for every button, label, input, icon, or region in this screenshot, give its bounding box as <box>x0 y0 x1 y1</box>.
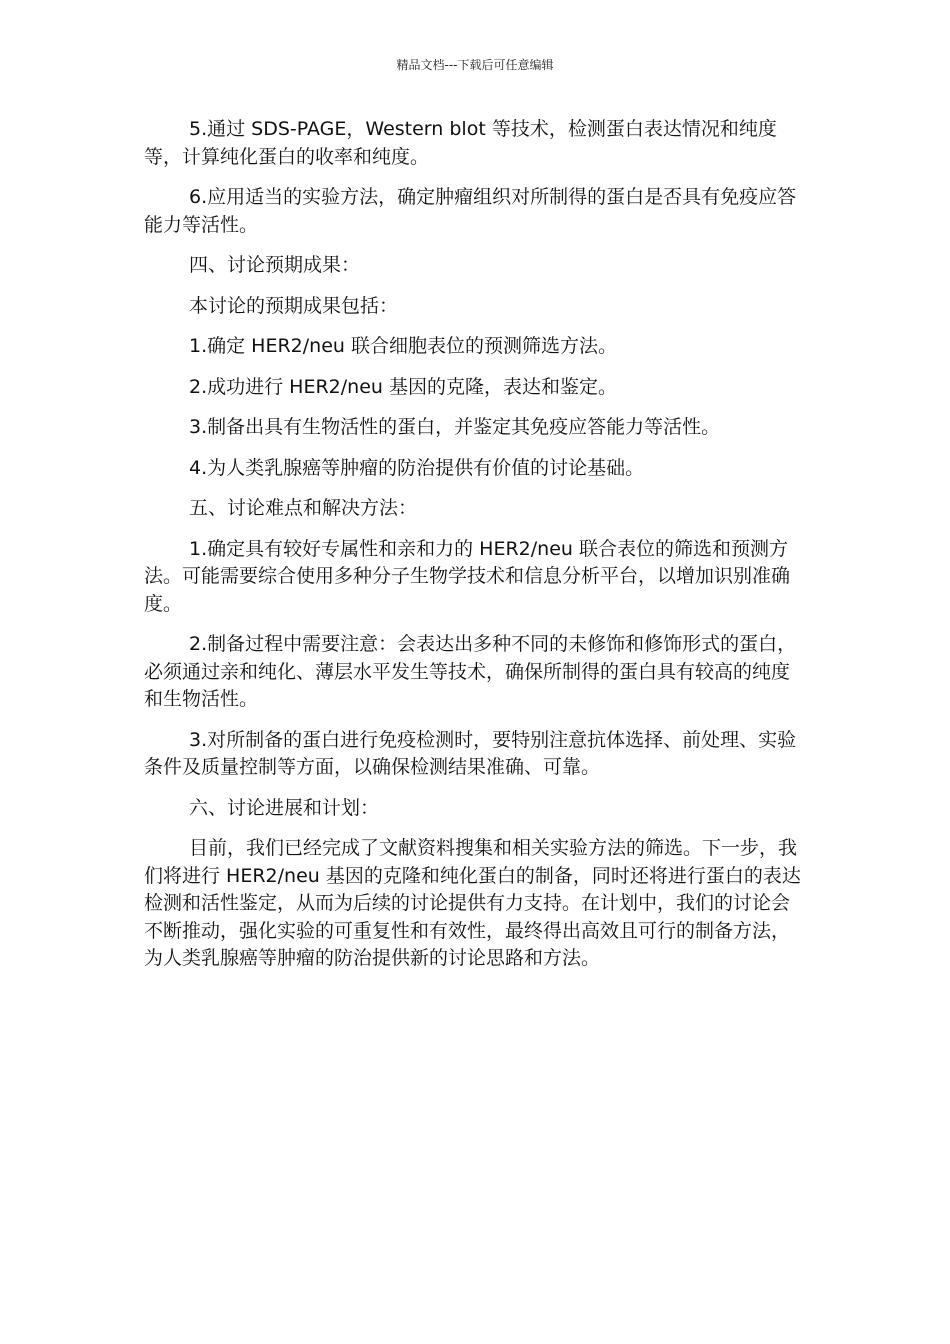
section-heading-expected-results: 四、讨论预期成果： <box>189 254 361 276</box>
paragraph-difficulty-1: 1.确定具有较好专属性和亲和力的 HER2/neu 联合表位的筛选和预测方法。可能需要综合使用多种分子生物学技术和信息分析平台，以增加识别准确度。 <box>144 537 791 615</box>
paragraph-method-5: 5.通过 SDS-PAGE，Western blot 等技术，检测蛋白表达情况和纯度等，计算纯化蛋白的收率和纯度。 <box>144 118 777 168</box>
document-body <box>144 116 806 986</box>
section-heading-difficulties: 五、讨论难点和解决方法： <box>189 497 418 519</box>
page-header: 精品文档---下载后可任意编辑 <box>396 58 554 72</box>
paragraph-result-4: 4.为人类乳腺癌等肿瘤的防治提供有价值的讨论基础。 <box>189 456 645 479</box>
paragraph-results-intro: 本讨论的预期成果包括： <box>189 294 399 317</box>
paragraph-progress-plan: 目前，我们已经完成了文献资料搜集和相关实验方法的筛选。下一步，我们将进行 HER2/neu 基因的克隆和纯化蛋白的制备，同时还将进行蛋白的表达检测和活性鉴定，从而为后续的讨论提供有力支持。在计划中，我们的讨论会不断推动，强化实验的可重复性和有效性，最终得出高效且可行的制备方法，为人类乳腺癌等肿瘤的防治提供新的讨论思路和方法。 <box>144 837 801 969</box>
paragraph-result-2: 2.成功进行 HER2/neu 基因的克隆，表达和鉴定。 <box>189 375 617 398</box>
paragraph-result-3: 3.制备出具有生物活性的蛋白，并鉴定其免疫应答能力等活性。 <box>189 416 721 438</box>
paragraph-result-1: 1.确定 HER2/neu 联合细胞表位的预测筛选方法。 <box>189 335 617 357</box>
paragraph-difficulty-2: 2.制备过程中需要注意：会表达出多种不同的未修饰和修饰形式的蛋白，必须通过亲和纯化、薄层水平发生等技术，确保所制得的蛋白具有较高的纯度和生物活性。 <box>144 633 797 710</box>
paragraph-method-6: 6.应用适当的实验方法，确定肿瘤组织对所制得的蛋白是否具有免疫应答能力等活性。 <box>144 186 797 236</box>
paragraph-difficulty-3: 3.对所制备的蛋白进行免疫检测时，要特别注意抗体选择、前处理、实验条件及质量控制等方面，以确保检测结果准确、可靠。 <box>144 728 797 778</box>
section-heading-progress-plan: 六、讨论进展和计划： <box>189 796 380 819</box>
